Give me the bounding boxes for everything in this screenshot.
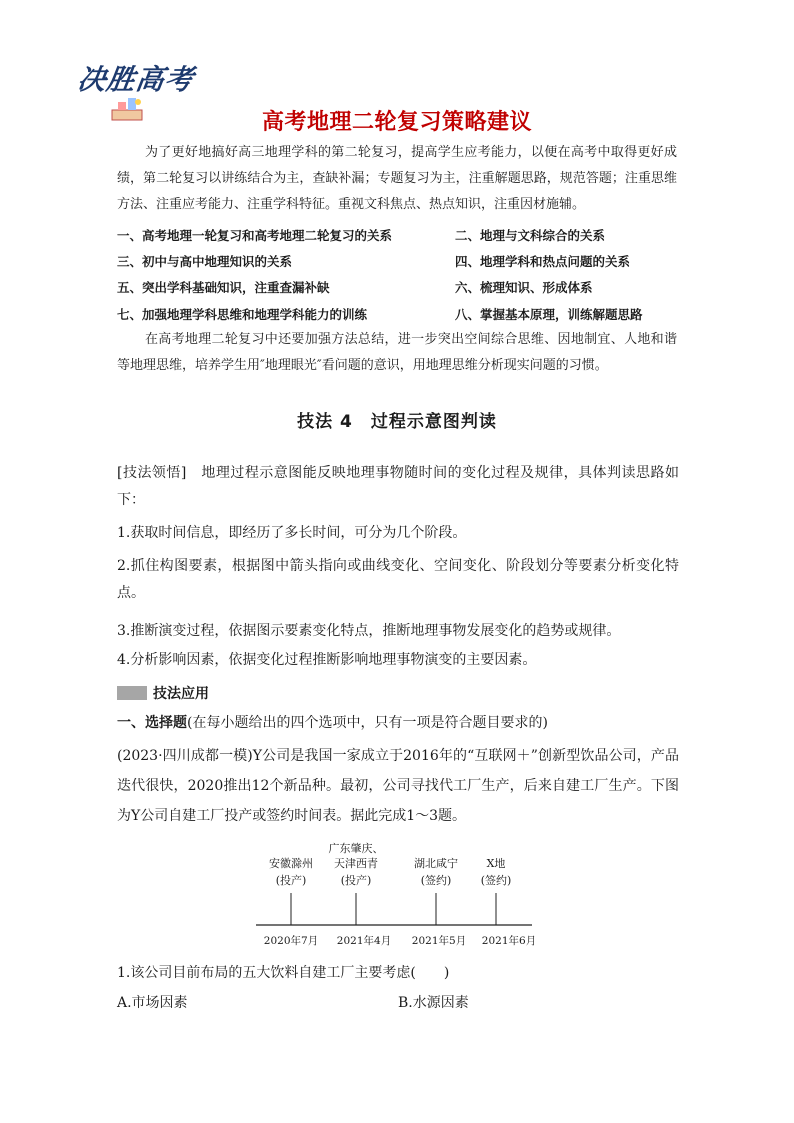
timeline-status: (签约): [480, 874, 512, 887]
question-stem: (2023·四川成都一模)Y公司是我国一家成立于2016年的“互联网＋”创新型饮品公司，产品迭代很快，2020推出12个新品种。最初，公司寻找代工厂生产，后来自建工厂生产。下图为Y公司自建工厂投产或签约时间表。据此完成1～3题。: [117, 748, 679, 824]
application-label: 技法应用: [153, 686, 209, 702]
tips-step: 1.获取时间信息，即经历了多长时间，可分为几个阶段。: [117, 525, 467, 541]
question-section-bold: 一、选择题: [117, 715, 187, 731]
tips-lead: [技法领悟] 地理过程示意图能反映地理事物随时间的变化过程及规律，具体判读思路如下：: [117, 465, 679, 508]
question-section-note: (在每小题给出的四个选项中，只有一项是符合题目要求的): [187, 715, 548, 731]
timeline-place: 湖北咸宁: [414, 857, 458, 870]
document-title: 高考地理二轮复习策略建议: [261, 110, 532, 135]
strategy-item: 五、突出学科基础知识，注重查漏补缺: [117, 280, 330, 295]
section-marker: [117, 686, 147, 700]
timeline-date: 2021年6月: [481, 935, 537, 947]
strategy-item: 七、加强地理学科思维和地理学科能力的训练: [117, 307, 368, 322]
timeline-status: (投产): [275, 874, 307, 887]
timeline-date: 2021年5月: [411, 935, 467, 947]
logo-text: 决胜高考: [75, 63, 197, 96]
timeline-place: 广东肇庆、: [328, 842, 384, 855]
timeline-place: 天津西青: [334, 857, 378, 870]
tips-step: 4.分析影响因素，依据变化过程推断影响地理事物演变的主要因素。: [117, 652, 537, 668]
timeline-diagram: [250, 840, 540, 955]
option-a: A.市场因素: [117, 995, 188, 1011]
timeline-place: X地: [486, 857, 506, 870]
timeline-date: 2020年7月: [263, 935, 319, 947]
option-b: B.水源因素: [398, 995, 469, 1011]
question-1: 1.该公司目前布局的五大饮料自建工厂主要考虑( ): [117, 965, 450, 981]
strategy-item: 六、梳理知识、形成体系: [455, 280, 593, 295]
timeline-status: (签约): [420, 874, 452, 887]
strategy-item: 四、地理学科和热点问题的关系: [455, 254, 631, 269]
section-title: 技法 4 过程示意图判读: [297, 412, 497, 432]
question-section-heading: [117, 712, 548, 732]
timeline-status: (投产): [340, 874, 372, 887]
timeline-place: 安徽滁州: [269, 857, 313, 870]
outro-paragraph: 在高考地理二轮复习中还要加强方法总结，进一步突出空间综合思维、因地制宜、人地和谐等地理思维，培养学生用″地理眼光″看问题的意识，用地理思维分析现实问题的习惯。: [117, 332, 677, 373]
strategy-item: 八、掌握基本原理，训练解题思路: [455, 307, 643, 322]
intro-paragraph: 为了更好地搞好高三地理学科的第二轮复习，提高学生应考能力，以便在高考中取得更好成绩，第二轮复习以讲练结合为主，查缺补漏；专题复习为主，注重解题思路，规范答题；注重思维方法、注重应考能力、注重学科特征。重视文科焦点、热点知识，注重因材施辅。: [117, 145, 677, 212]
tips-step: 3.推断演变过程，依据图示要素变化特点，推断地理事物发展变化的趋势或规律。: [117, 623, 621, 639]
timeline-date: 2021年4月: [336, 935, 392, 947]
strategy-item: 一、高考地理一轮复习和高考地理二轮复习的关系: [117, 228, 393, 243]
strategy-item: 二、地理与文科综合的关系: [455, 228, 606, 243]
tips-step: 2.抓住构图要素，根据图中箭头指向或曲线变化、空间变化、阶段划分等要素分析变化特点。: [117, 558, 679, 601]
strategy-item: 三、初中与高中地理知识的关系: [117, 254, 293, 269]
